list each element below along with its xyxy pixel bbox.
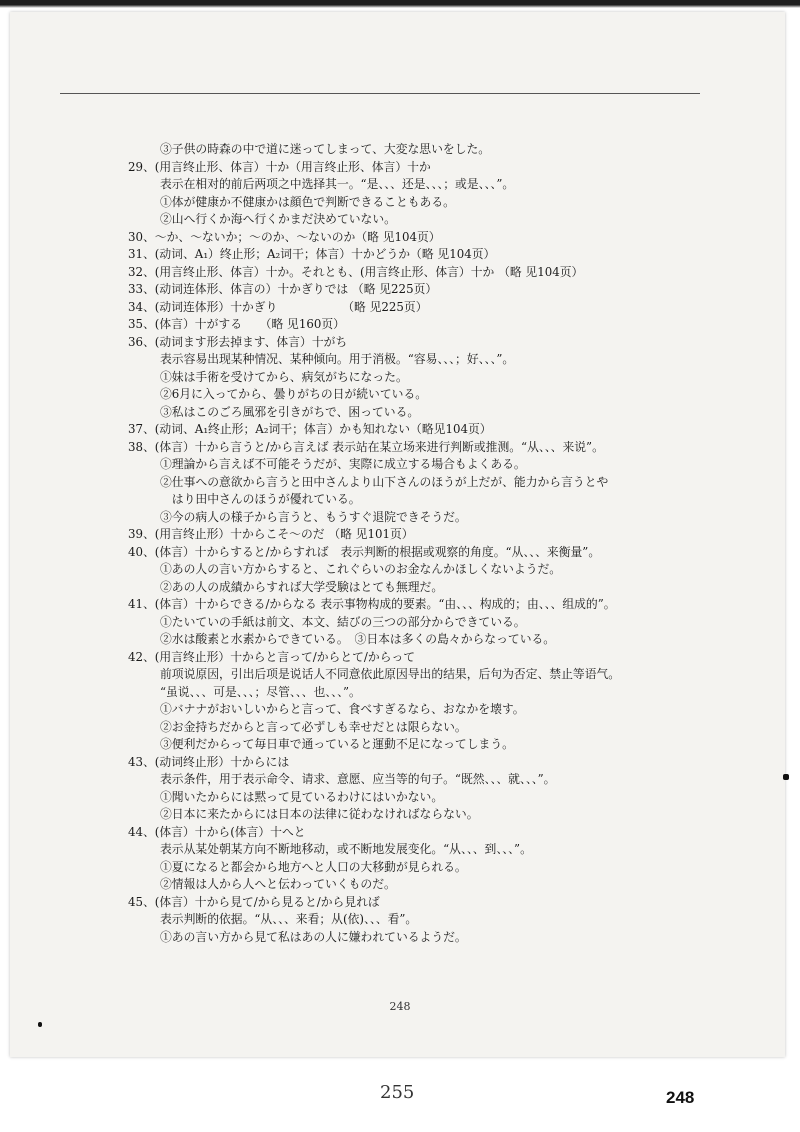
grammar-entry-heading: 43、(动词终止形）十からには — [128, 754, 290, 769]
grammar-entry-line: ①聞いたからには黙って見ているわけにはいかない。 — [160, 789, 444, 804]
scan-speck — [783, 774, 789, 780]
grammar-entry-line: はり田中さんのほうが優れている。 — [160, 492, 361, 506]
header-rule — [60, 93, 700, 94]
grammar-entry-line: ②山へ行くか海へ行くかまだ決めていない。 — [160, 212, 396, 226]
scanner-top-edge — [0, 0, 800, 8]
grammar-entry-heading: 34、(动词连体形）十かぎり （略 见225页） — [128, 299, 428, 314]
grammar-entry-line: 表示从某处朝某方向不断地移动，或不断地发展变化。“从、、、到、、、”。 — [160, 842, 532, 856]
scan-speck — [38, 1022, 42, 1027]
inner-page-number: 248 — [389, 1000, 411, 1013]
grammar-entry-heading: 41、(体言）十からできる/からなる 表示事物构成的要素。“由、、、构成的；由、、、组成的”。 — [128, 597, 616, 611]
grammar-entry-line: ③子供の時森の中で道に迷ってしまって、大変な思いをした。 — [160, 142, 491, 156]
grammar-entry-heading: 33、(动词连体形、体言の）十かぎりでは （略 见225页） — [128, 282, 438, 296]
grammar-entry-line: ①たいていの手紙は前文、本文、結びの三つの部分からできている。 — [160, 614, 526, 629]
grammar-entry-line: ②あの人の成績からすれば大学受験はとても無理だ。 — [160, 579, 444, 594]
footer-bold-page-number: 248 — [666, 1088, 695, 1107]
grammar-entry-line: ③便利だからって毎日車で通っていると運動不足になってしまう。 — [160, 737, 514, 751]
grammar-entry-line: ①理論から言えば不可能そうだが、実際に成立する場合もよくある。 — [160, 457, 526, 471]
grammar-entry-line: ②お金持ちだからと言って必ずしも幸せだとは限らない。 — [160, 719, 467, 734]
grammar-entry-heading: 30、～か、～ないか；～のか、～ないのか（略 见104页） — [128, 229, 441, 244]
grammar-entry-heading: 39、(用言终止形）十からこそ～のだ （略 见101页） — [128, 527, 414, 541]
grammar-entry-line: ①体が健康か不健康かは顔色で判断できることもある。 — [160, 194, 455, 209]
grammar-entry-line: 表示条件，用于表示命令、请求、意愿、应当等的句子。“既然、、、就、、、”。 — [160, 772, 556, 786]
grammar-entry-line: 表示在相对的前后两项之中选择其一。“是、、、还是、、、；或是、、、”。 — [160, 177, 515, 191]
grammar-entry-line: “虽说、、、可是、、、；尽管、、、也、、、”。 — [160, 684, 361, 699]
grammar-entry-heading: 45、(体言）十から見て/から見ると/から見れば — [128, 894, 380, 909]
grammar-entry-heading: 32、(用言终止形、体言）十か。それとも、(用言终止形、体言）十か （略 见104页） — [128, 264, 584, 279]
grammar-entry-line: ②仕事への意欲から言うと田中さんより山下さんのほうが上だが、能力から言うとや — [160, 474, 609, 489]
footer-page-number: 255 — [380, 1082, 415, 1103]
grammar-entry-heading: 44、(体言）十から(体言）十へと — [128, 824, 306, 839]
grammar-entry-line: ②水は酸素と水素からできている。 ③日本は多くの島々からなっている。 — [160, 632, 556, 646]
grammar-entry-heading: 31、(动词、A₁）终止形；A₂词干；体言）十かどうか（略 见104页） — [128, 247, 496, 261]
grammar-entry-line: ③今の病人の様子から言うと、もうすぐ退院できそうだ。 — [160, 509, 467, 524]
grammar-entry-line: ①あの言い方から見て私はあの人に嫌われているようだ。 — [160, 929, 467, 944]
grammar-entry-heading: 37、(动词、A₁终止形；A₂词干；体言）かも知れない（略见104页） — [128, 422, 492, 436]
grammar-entry-line: 表示容易出现某种情况、某种倾向。用于消极。“容易、、、；好、、、”。 — [160, 352, 515, 366]
grammar-entry-heading: 29、(用言终止形、体言）十か（用言终止形、体言）十か — [128, 159, 431, 174]
grammar-entry-line: 前项说原因，引出后项是说话人不同意依此原因导出的结果，后句为否定、禁止等语气。 — [160, 667, 621, 681]
grammar-entry-line: 表示判断的依据。“从、、、来看；从(依)、、、看”。 — [160, 912, 418, 926]
grammar-entry-line: ①バナナがおいしいからと言って、食べすぎるなら、おなかを壊す。 — [160, 702, 525, 716]
grammar-entry-heading: 36、(动词ます形去掉ます、体言）十がち — [128, 334, 348, 349]
grammar-entry-line: ②情報は人から人へと伝わっていくものだ。 — [160, 877, 396, 891]
grammar-entry-heading: 35、(体言）十がする （略 见160页） — [128, 317, 345, 331]
grammar-entry-line: ①あの人の言い方からすると、これぐらいのお金なんかほしくないようだ。 — [160, 562, 562, 576]
grammar-entry-line: ③私はこのごろ風邪を引きがちで、困っている。 — [160, 404, 420, 419]
grammar-entry-heading: 40、(体言）十からすると/からすれば 表示判断的根据或观察的角度。“从、、、来衡量”。 — [128, 544, 601, 559]
grammar-entry-line: ①妹は手術を受けてから、病気がちになった。 — [160, 369, 408, 384]
grammar-entry-line: ②日本に来たからには日本の法律に従わなければならない。 — [160, 807, 479, 821]
grammar-list — [128, 141, 718, 946]
grammar-entry-line: ②6月に入ってから、曇りがちの日が続いている。 — [160, 387, 428, 401]
grammar-entry-heading: 42、(用言终止形）十からと言って/からとて/からって — [128, 649, 416, 664]
grammar-entry-line: ①夏になると都会から地方へと人口の大移動が見られる。 — [160, 859, 467, 874]
grammar-entry-heading: 38、(体言）十から言うと/から言えば 表示站在某立场来进行判断或推测。“从、、、来说”。 — [128, 439, 604, 454]
